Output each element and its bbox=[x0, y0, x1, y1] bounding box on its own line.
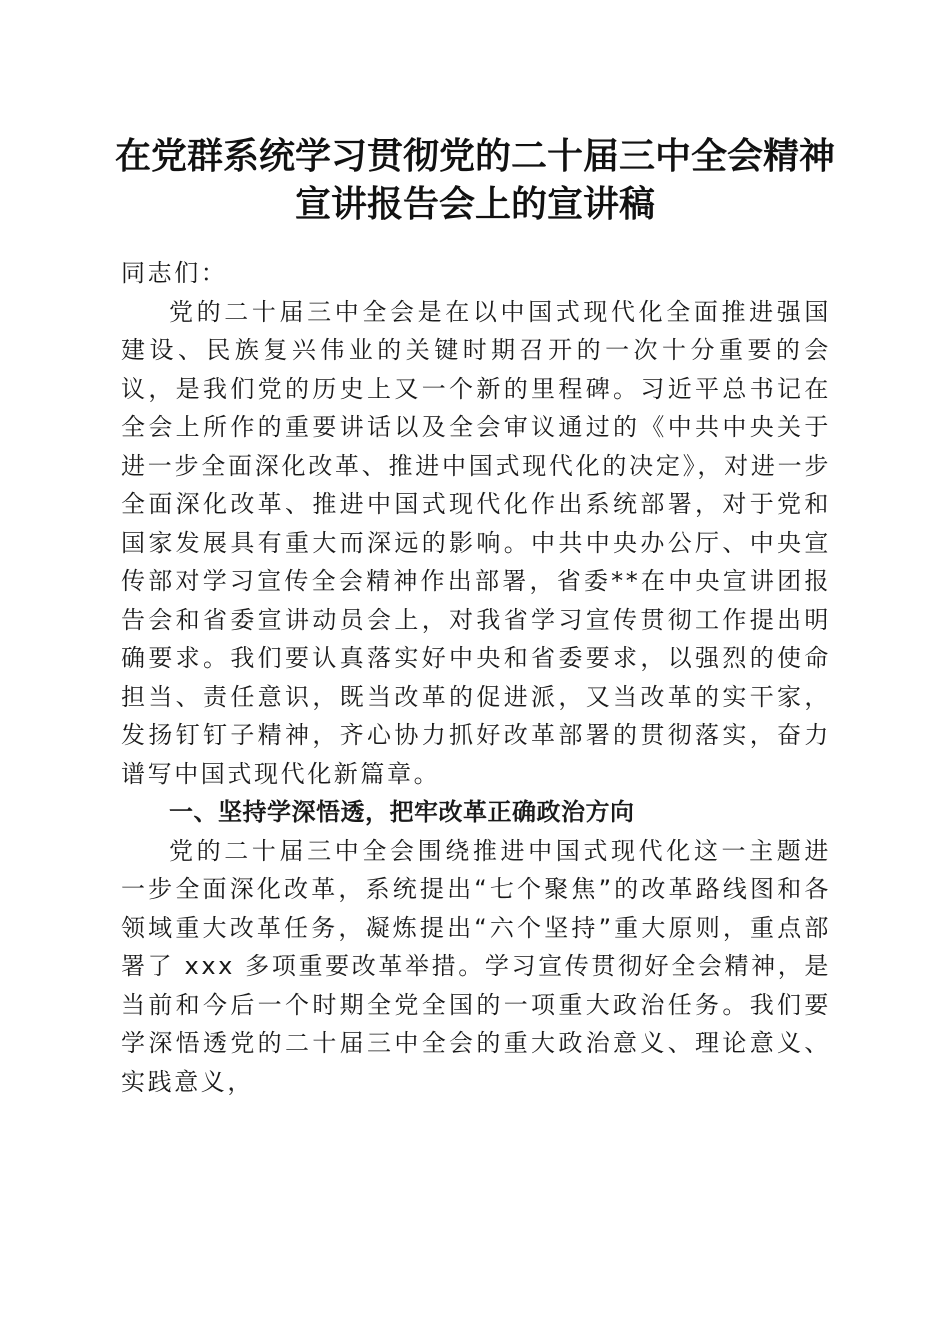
paragraph-1: 党的二十届三中全会是在以中国式现代化全面推进强国建设、民族复兴伟业的关键时期召开的一次十分重要的会议，是我们党的历史上又一个新的里程碑。习近平总书记在全会上所作的重要讲话以及全会审议通过的《中共中央关于进一步全面深化改革、推进中国式现代化的决定》，对进一步全面深化改革、推进中国式现代化作出系统部署，对于党和国家发展具有重大而深远的影响。中共中央办公厅、中央宣传部对学习宣传全会精神作出部署，省委**在中央宣讲团报告会和省委宣讲动员会上，对我省学习宣传贯彻工作提出明确要求。我们要认真落实好中央和省委要求，以强烈的使命担当、责任意识，既当改革的促进派，又当改革的实干家，发扬钉钉子精神，齐心协力抓好改革部署的贯彻落实，奋力谱写中国式现代化新篇章。 bbox=[121, 297, 831, 788]
document-body bbox=[121, 254, 831, 1101]
document-title bbox=[90, 132, 860, 228]
title-line-1: 在党群系统学习贯彻党的二十届三中全会精神 bbox=[114, 135, 835, 177]
section-heading-1: 一、坚持学深悟透，把牢改革正确政治方向 bbox=[169, 798, 635, 826]
title-line-2: 宣讲报告会上的宣讲稿 bbox=[294, 183, 655, 225]
salutation: 同志们： bbox=[121, 259, 228, 287]
paragraph-2: 党的二十届三中全会围绕推进中国式现代化这一主题进一步全面深化改革，系统提出“七个聚焦”的改革路线图和各领域重大改革任务，凝炼提出“六个坚持”重大原则，重点部署了 xxx 多项重要改革举措。学习宣传贯彻好全会精神，是当前和今后一个时期全党全国的一项重大政治任务。我们要学深悟透党的二十届三中全会的重大政治意义、理论意义、实践意义， bbox=[121, 836, 831, 1096]
